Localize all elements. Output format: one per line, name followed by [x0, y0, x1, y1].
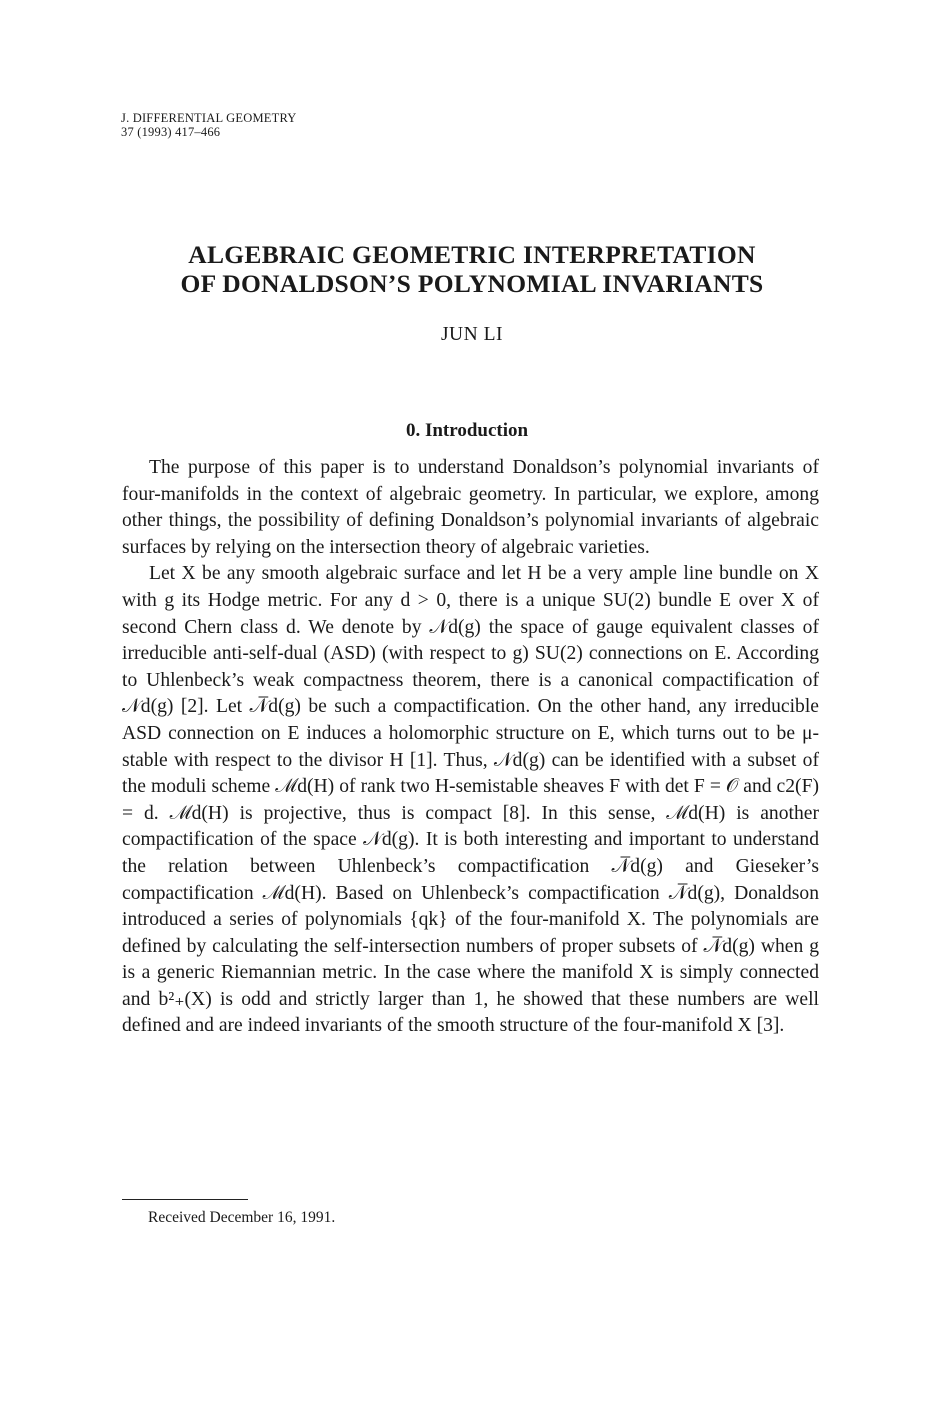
footnote-rule: [122, 1199, 248, 1200]
paragraph: Let X be any smooth algebraic surface and let H be a very ample line bundle on X with g its Hodge metric. For any d > 0, there is a unique SU(2) bundle E over X of second Chern class d. We denote by 𝒩d(g) the space of gauge equivalent classes of irreducible anti-self-dual (ASD) (with respect to g) SU(2) connections on E. According to Uhlenbeck’s weak compactness theorem, there is a canonical compactification of 𝒩d(g) [2]. Let 𝒩̅d(g) be such a compactification. On the other hand, any irreducible ASD connection on E induces a holomorphic structure on E, which turns out to be μ-stable with respect to the divisor H [1]. Thus, 𝒩d(g) can be identified with a subset of the moduli scheme ℳd(H) of rank two H-semistable sheaves F with det F = 𝒪 and c2(F) = d. ℳd(H) is projective, thus is compact [8]. In this sense, ℳd(H) is another compactification of the space 𝒩d(g). It is both interesting and important to understand the relation between Uhlenbeck’s compactification 𝒩̅d(g) and Gieseker’s compactification ℳd(H). Based on Uhlenbeck’s compactification 𝒩̅d(g), Donaldson introduced a series of polynomials {qk} of the four-manifold X. The polynomials are defined by calculating the self-intersection numbers of proper subsets of 𝒩̅d(g) when g is a generic Riemannian metric. In the case where the manifold X is simply connected and b²₊(X) is odd and strictly larger than 1, he showed that these numbers are well defined and are indeed invariants of the smooth structure of the four-manifold X [3].: [122, 563, 819, 1037]
journal-header: [121, 111, 297, 139]
paragraph: The purpose of this paper is to understand Donaldson’s polynomial invariants of four-manifolds in the context of algebraic geometry. In particular, we explore, among other things, the possibility of defining Donaldson’s polynomial invariants of algebraic surfaces by relying on the intersection theory of algebraic varieties.: [122, 457, 819, 558]
title-line-2: OF DONALDSON’S POLYNOMIAL INVARIANTS: [180, 269, 764, 298]
journal-volume: 37 (1993) 417–466: [121, 125, 221, 139]
paper-title: [0, 240, 944, 298]
section-heading: 0. Introduction: [405, 420, 529, 441]
body-text: [122, 455, 819, 1040]
footnote: Received December 16, 1991.: [148, 1209, 336, 1226]
author-name: JUN LI: [440, 324, 504, 345]
title-line-1: ALGEBRAIC GEOMETRIC INTERPRETATION: [188, 240, 756, 269]
journal-name: J. DIFFERENTIAL GEOMETRY: [121, 111, 297, 125]
